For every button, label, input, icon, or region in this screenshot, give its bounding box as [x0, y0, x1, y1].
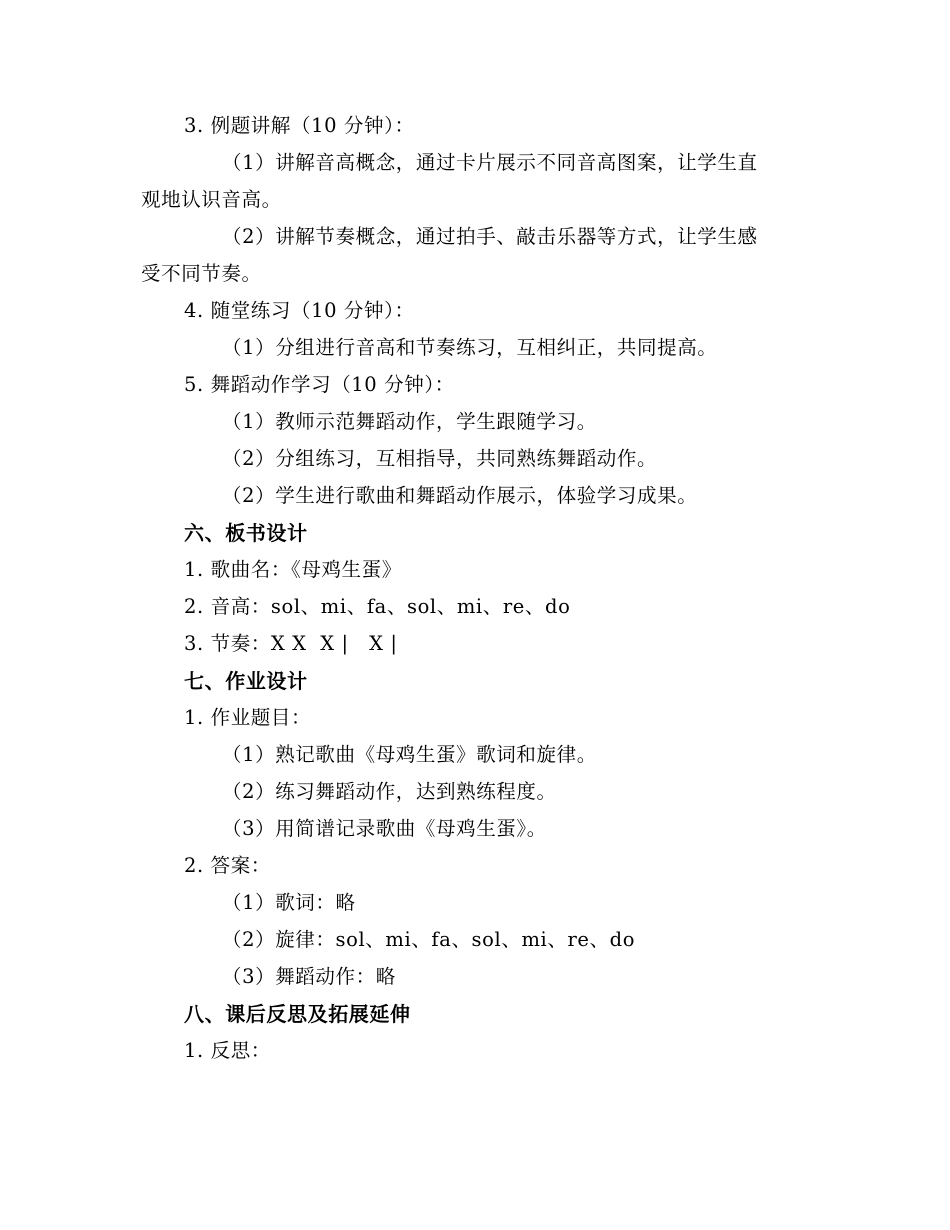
homework-sub-3: （3）用简谱记录歌曲《母鸡生蛋》。	[222, 817, 547, 840]
item-3-example-explanation: 3. 例题讲解（10 分钟）：	[184, 114, 415, 137]
answer-sub-3: （3）舞蹈动作：略	[222, 965, 396, 988]
board-song-name: 1. 歌曲名：《母鸡生蛋》	[184, 558, 402, 581]
section-7-heading: 七、作业设计	[184, 669, 308, 693]
section-6-heading: 六、板书设计	[184, 521, 308, 545]
section-8-heading: 八、课后反思及拓展延伸	[184, 1002, 411, 1026]
item-3-sub-1-line-2: 观地认识音高。	[141, 188, 282, 211]
item-5-sub-3: （2）学生进行歌曲和舞蹈动作展示，体验学习成果。	[222, 484, 698, 507]
homework-title: 1. 作业题目：	[184, 706, 312, 729]
item-3-sub-2-line-2: 受不同节奏。	[141, 262, 262, 285]
board-rhythm: 3. 节奏：X X X | X |	[184, 632, 398, 655]
answer-title: 2. 答案：	[184, 854, 271, 877]
item-3-sub-1-line-1: （1）讲解音高概念，通过卡片展示不同音高图案，让学生直	[222, 151, 758, 174]
homework-sub-2: （2）练习舞蹈动作，达到熟练程度。	[222, 780, 557, 803]
item-3-sub-2-line-1: （2）讲解节奏概念，通过拍手、敲击乐器等方式，让学生感	[222, 225, 758, 248]
item-4-sub-1: （1）分组进行音高和节奏练习，互相纠正，共同提高。	[222, 336, 718, 359]
item-5-sub-1: （1）教师示范舞蹈动作，学生跟随学习。	[222, 410, 597, 433]
board-pitch: 2. 音高：sol、mi、fa、sol、mi、re、do	[184, 595, 571, 618]
answer-sub-1: （1）歌词：略	[222, 891, 356, 914]
item-5-dance-learning: 5. 舞蹈动作学习（10 分钟）：	[184, 373, 455, 396]
item-5-sub-2: （2）分组练习，互相指导，共同熟练舞蹈动作。	[222, 447, 658, 470]
reflection-title: 1. 反思：	[184, 1039, 271, 1062]
answer-sub-2: （2）旋律：sol、mi、fa、sol、mi、re、do	[222, 928, 636, 951]
item-4-practice: 4. 随堂练习（10 分钟）：	[184, 299, 415, 322]
homework-sub-1: （1）熟记歌曲《母鸡生蛋》歌词和旋律。	[222, 743, 597, 766]
